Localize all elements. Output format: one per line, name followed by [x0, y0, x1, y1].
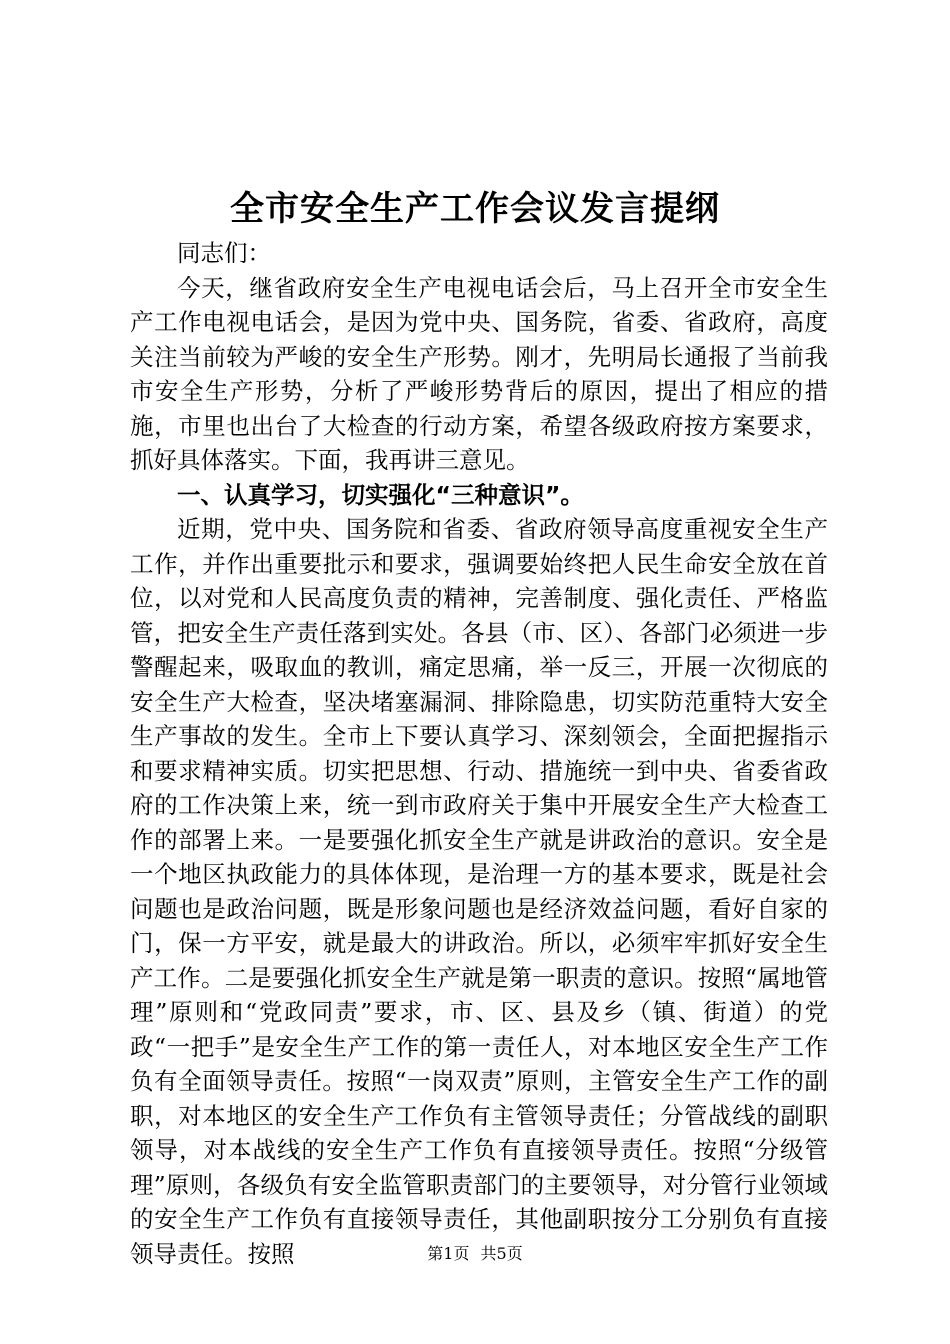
paragraph-intro: 今天，继省政府安全生产电视电话会后，马上召开全市安全生产工作电视电话会，是因为党中央、国务院，省委、省政府，高度关注当前较为严峻的安全生产形势。刚才，先明局长通报了当前我市安全生产形势，分析了严峻形势背后的原因，提出了相应的措施，市里也出台了大检查的行动方案，希望各级政府按方案要求，抓好具体落实。下面，我再讲三意见。	[130, 273, 828, 474]
page-footer	[0, 1244, 950, 1264]
section-heading-1: 一、认真学习，切实强化“三种意识”。	[177, 480, 584, 509]
paragraph-section-1: 近期，党中央、国务院和省委、省政府领导高度重视安全生产工作，并作出重要批示和要求，强调要始终把人民生命安全放在首位，以对党和人民高度负责的精神，完善制度、强化责任、严格监管，把安全生产责任落到实处。各县（市、区）、各部门必须进一步警醒起来，吸取血的教训，痛定思痛，举一反三，开展一次彻底的安全生产大检查，坚决堵塞漏洞、排除隐患，切实防范重特大安全生产事故的发生。全市上下要认真学习、深刻领会，全面把握指示和要求精神实质。切实把思想、行动、措施统一到中央、省委省政府的工作决策上来，统一到市政府关于集中开展安全生产大检查工作的部署上来。一是要强化抓安全生产就是讲政治的意识。安全是一个地区执政能力的具体体现，是治理一方的基本要求，既是社会问题也是政治问题，既是形象问题也是经济效益问题，看好自家的门，保一方平安，就是最大的讲政治。所以，必须牢牢抓好安全生产工作。二是要强化抓安全生产就是第一职责的意识。按照“属地管理”原则和“党政同责”要求，市、区、县及乡（镇、街道）的党政“一把手”是安全生产工作的第一责任人，对本地区安全生产工作负有全面领导责任。按照“一岗双责”原则，主管安全生产工作的副职，对本地区的安全生产工作负有主管领导责任；分管战线的副职领导，对本战线的安全生产工作负有直接领导责任。按照“分级管理”原则，各级负有安全监管职责部门的主要领导，对分管行业领域的安全生产工作负有直接领导责任，其他副职按分工分别负有直接领导责任。按照	[130, 515, 828, 1268]
page-total: 共5页	[480, 1244, 523, 1263]
salutation: 同志们：	[177, 239, 271, 267]
document-title: 全市安全生产工作会议发言提纲	[230, 189, 720, 229]
page-number: 第1页	[427, 1244, 470, 1263]
document-body	[130, 236, 828, 1271]
